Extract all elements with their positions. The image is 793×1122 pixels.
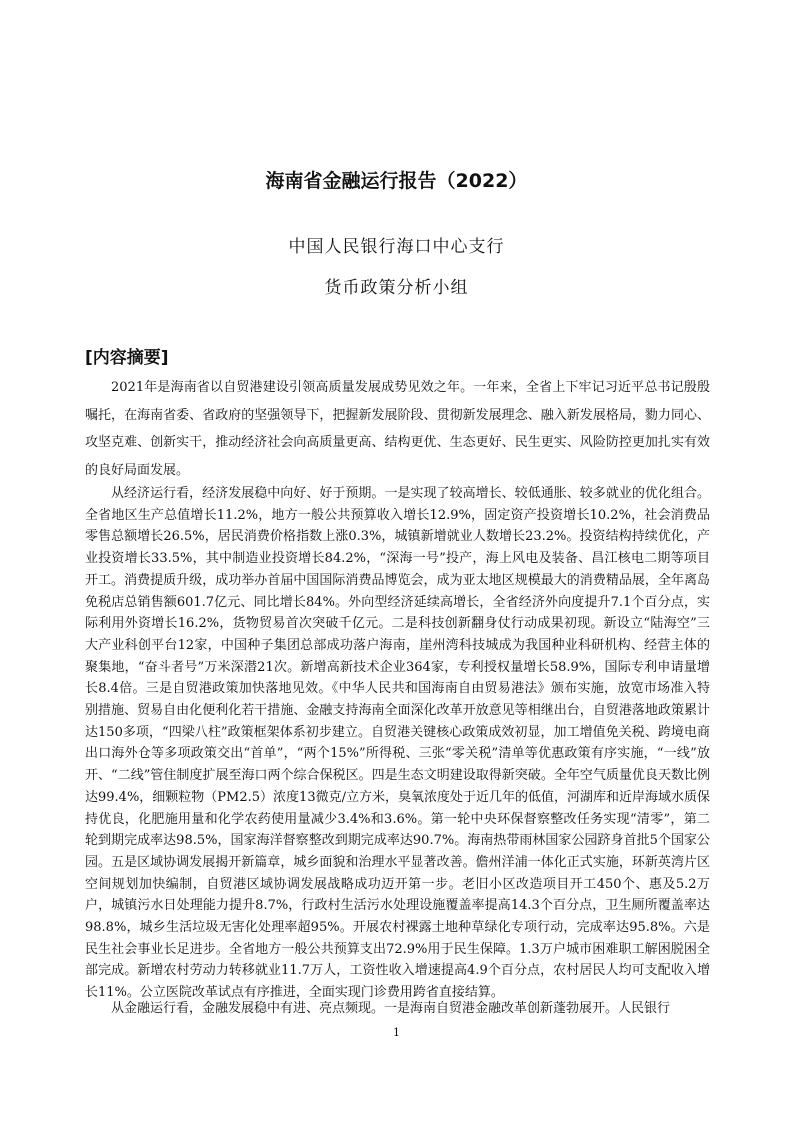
abstract-paragraph-2: 从经济运行看，经济发展稳中向好、好于预期。一是实现了较高增长、较低通胀、较多就业的优化组合。全省地区生产总值增长11.2%，地方一般公共预算收入增长12.9%，固定资产投资增长10.2%，社会消费品零售总额增长26.5%，居民消费价格指数上涨0.3%，城镇新增就业人数增长23.2%。投资结构持续优化，产业投资增长33.5%，其中制造业投资增长84.2%，“深海一号”投产，海上风电及装备、昌江核电二期等项目开工。消费提质升级，成功举办首届中国国际消费品博览会，成为亚太地区规模最大的消费精品展，全年离岛免税店总销售额601.7亿元、同比增长84%。外向型经济延续高增长，全省经济外向度提升7.1个百分点，实际利用外资增长16.2%，货物贸易首次突破千亿元。二是科技创新翻身仗行动成果初现。新设立“陆海空”三大产业科创平台12家，中国种子集团总部成功落户海南，崖州湾科技城成为我国种业科研机构、经营主体的聚集地，“奋斗者号”万米深潜21次。新增高新技术企业364家，专利授权量增长58.9%，国际专利申请量增长8.4倍。三是自贸港政策加快落地见效。《中华人民共和国海南自由贸易港法》颁布实施，放宽市场准入特别措施、贸易自由化便利化若干措施、金融支持海南全面深化改革开放意见等相继出台，自贸港落地政策累计达150多项，“四梁八柱”政策框架体系初步建立。自贸港关键核心政策成效初显，加工增值免关税、跨境电商出口海外仓等多项政策交出“首单”，“两个15%”所得税、三张“零关税”清单等优惠政策有序实施，“一线”放开、“二线”管住制度扩展至海口两个综合保税区。四是生态文明建设取得新突破。全年空气质量优良天数比例达99.4%，细颗粒物（PM2.5）浓度13微克/立方米，臭氧浓度处于近几年的低值，河湖库和近岸海域水质保持优良，化肥施用量和化学农药使用量减少3.4%和3.6%。第一轮中央环保督察整改任务实现“清零”，第二轮到期完成率达98.5%，国家海洋督察整改到期完成率达90.7%。海南热带雨林国家公园跻身首批5个国家公园。五是区域协调发展揭开新篇章，城乡面貌和治理水平显著改善。儋州洋浦一体化正式实施，环新英湾片区空间规划加快编制，自贸港区域协调发展战略成功迈开第一步。老旧小区改造项目开工450个、惠及5.2万户，城镇污水日处理能力提升8.7%，行政村生活污水处理设施覆盖率提高14.3个百分点，卫生厕所覆盖率达98.8%，城乡生活垃圾无害化处理率超95%。开展农村裸露土地种草绿化专项行动，完成率达95.8%。六是民生社会事业长足进步。全省地方一般公共预算支出72.9%用于民生保障。1.3万户城市困难职工解困脱困全部完成。新增农村劳动力转移就业11.7万人，工资性收入增速提高4.9个百分点，农村居民人均可支配收入增长11%。公立医院改革试点有序推进，全面实现门诊费用跨省直接结算。	[85, 486, 710, 1001]
page-number: 1	[393, 1026, 400, 1039]
author-organization: 中国人民银行海口中心支行	[288, 237, 505, 257]
abstract-paragraph-3: 从金融运行看，金融发展稳中有进、亮点频现。一是海南自贸港金融改革创新蓬勃展开。人民银行	[111, 1001, 671, 1016]
abstract-paragraph-1: 2021年是海南省以自贸港建设引领高质量发展成势见效之年。一年来，全省上下牢记习近平总书记殷殷嘱托，在海南省委、省政府的坚强领导下，把握新发展阶段、贯彻新发展理念、融入新发展格局，勠力同心、攻坚克难、创新实干，推动经济社会向高质量更高、结构更优、生态更好、民生更实、风险防控更加扎实有效的良好局面发展。	[85, 380, 710, 478]
abstract-heading: [内容摘要]	[85, 348, 169, 368]
report-title: 海南省金融运行报告（2022）	[265, 170, 528, 192]
author-group: 货币政策分析小组	[324, 278, 469, 298]
